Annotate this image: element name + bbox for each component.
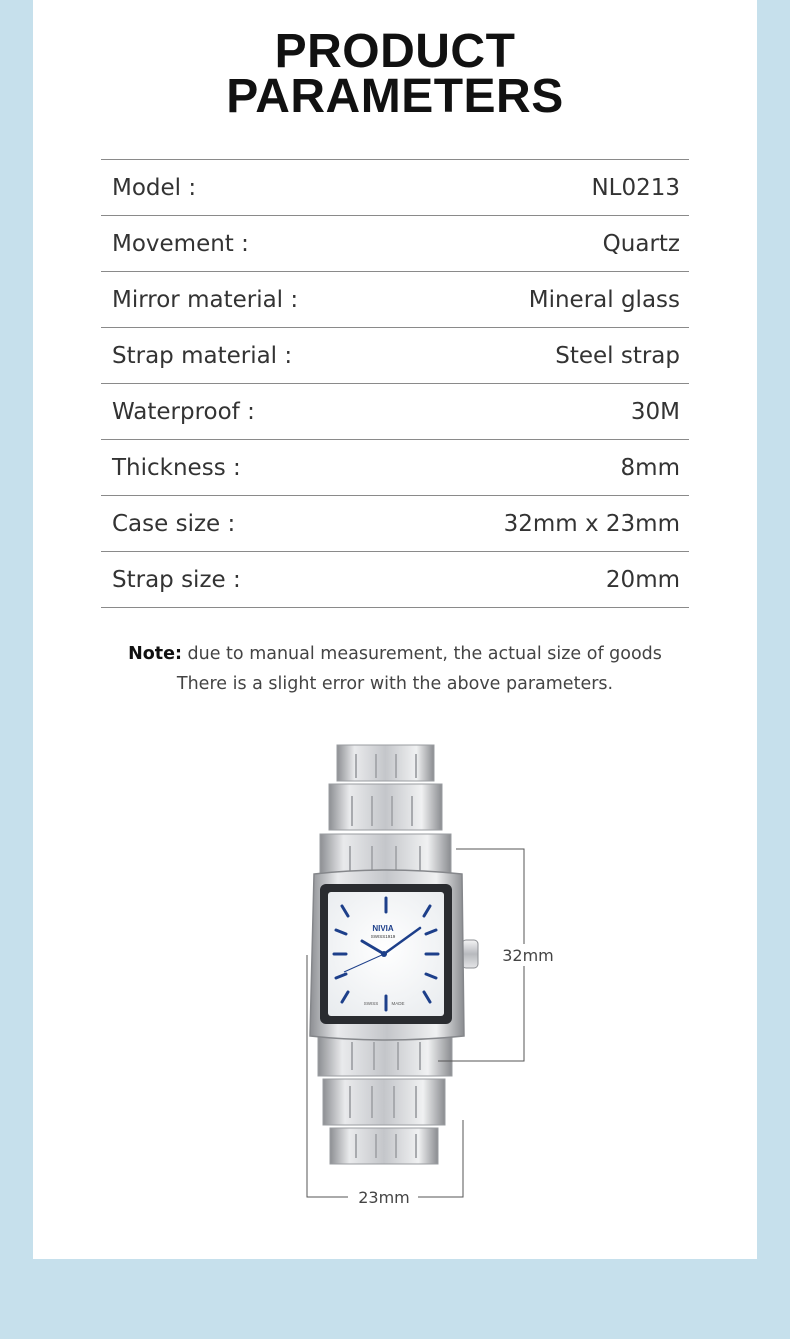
- param-value: 32mm x 23mm: [503, 510, 680, 537]
- crown: [462, 940, 478, 968]
- param-label: Case size :: [112, 510, 236, 537]
- note-text: due to manual measurement, the actual size of goods: [181, 644, 662, 664]
- param-value: Steel strap: [555, 342, 680, 369]
- param-label: Model :: [112, 174, 197, 201]
- param-label: Mirror material :: [112, 286, 299, 313]
- param-value: 30M: [630, 398, 680, 425]
- param-value: 20mm: [605, 566, 680, 593]
- param-value: Mineral glass: [528, 286, 680, 313]
- param-value: 8mm: [620, 454, 680, 481]
- param-label: Waterproof :: [112, 398, 255, 425]
- dial-brand-sub: SWISS1919: [370, 934, 396, 939]
- param-label: Strap material :: [112, 342, 293, 369]
- bracelet-top: [320, 745, 451, 878]
- param-label: Thickness :: [112, 454, 241, 481]
- note-line2: There is a slight error with the above parameters.: [176, 674, 614, 694]
- page-title-line2: PARAMETERS: [226, 70, 564, 123]
- dial-brand-logo: NIVIA: [372, 924, 394, 933]
- hand-pivot: [381, 951, 387, 957]
- dial-made-text: MADE: [391, 1001, 405, 1006]
- param-label: Strap size :: [112, 566, 241, 593]
- dimension-width-label: 23mm: [358, 1188, 410, 1207]
- param-label: Movement :: [112, 230, 249, 257]
- param-value: Quartz: [602, 230, 680, 257]
- dimension-height-label: 32mm: [502, 946, 554, 965]
- note-prefix: Note:: [128, 644, 182, 664]
- page-title-line1: PRODUCT: [274, 25, 516, 78]
- param-value: NL0213: [591, 174, 680, 201]
- dial-swiss-text: SWISS: [363, 1001, 379, 1006]
- bracelet-bottom: [318, 1036, 452, 1164]
